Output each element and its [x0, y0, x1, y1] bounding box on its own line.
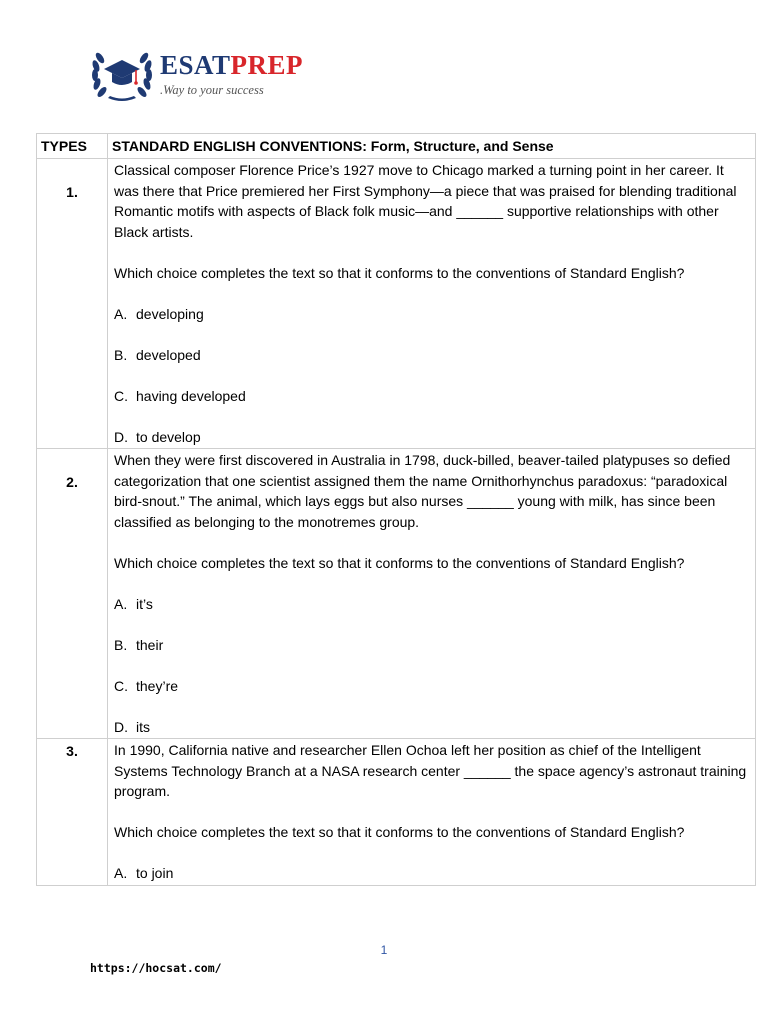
choice-letter: B. — [114, 346, 128, 363]
answer-choice[interactable] — [114, 717, 749, 738]
choice-text: its — [136, 718, 150, 735]
choice-text: their — [136, 636, 164, 653]
question-content — [108, 449, 756, 739]
answer-choices — [114, 594, 749, 738]
choice-letter: C. — [114, 387, 128, 404]
question-content — [108, 739, 756, 886]
answer-choices — [114, 304, 749, 448]
answer-choice[interactable] — [114, 427, 749, 448]
answer-choice[interactable] — [114, 594, 749, 615]
logo — [88, 42, 328, 104]
question-number: 1. — [37, 159, 108, 449]
choice-letter: C. — [114, 677, 128, 694]
question-number: 2. — [37, 449, 108, 739]
header-section-title: STANDARD ENGLISH CONVENTIONS: Form, Structure, and Sense — [108, 134, 756, 159]
choice-text: developing — [136, 305, 204, 322]
brand-tagline: .Way to your success — [160, 83, 264, 97]
table-row — [37, 739, 756, 886]
choice-letter: D. — [114, 718, 128, 735]
question-passage: When they were first discovered in Australia in 1798, duck-billed, beaver-tailed platypuses so defied categorization that one scientist assigned them the name Ornithorhynchus paradoxus: “paradoxical bird-snout.” The animal, which lays eggs but also nurses ______ young with milk, has since been classified as belonging to the monotremes group. — [114, 452, 731, 530]
choice-text: they’re — [136, 677, 179, 694]
question-passage: In 1990, California native and researcher Ellen Ochoa left her position as chief of the Intelligent Systems Technology Branch at a NASA research center ______ the space agency’s astronaut training program. — [114, 742, 747, 799]
brand-name — [160, 50, 303, 80]
question-passage: Classical composer Florence Price’s 1927 move to Chicago marked a turning point in her career. It was there that Price premiered her First Symphony—a piece that was praised for blending traditional Romantic motifs with aspects of Black folk music—and ______ supportive relationships with other Black artists. — [114, 162, 737, 240]
answer-choices — [114, 863, 749, 884]
question-number: 3. — [37, 739, 108, 886]
table-row — [37, 159, 756, 449]
choice-letter: D. — [114, 428, 128, 445]
table-row — [37, 449, 756, 739]
choice-letter: A. — [114, 305, 128, 322]
laurel-wreath-graduation-cap-icon — [88, 42, 156, 104]
choice-letter: A. — [114, 595, 128, 612]
question-prompt: Which choice completes the text so that it conforms to the conventions of Standard English? — [114, 554, 685, 571]
choice-letter: B. — [114, 636, 128, 653]
question-prompt: Which choice completes the text so that it conforms to the conventions of Standard English? — [114, 824, 685, 840]
questions-table — [36, 133, 756, 886]
brand-name-esat: ESAT — [160, 50, 231, 80]
choice-text: having developed — [136, 387, 246, 404]
table-header-row — [37, 134, 756, 159]
choice-text: it’s — [136, 595, 153, 612]
question-content — [108, 159, 756, 449]
choice-letter: A. — [114, 865, 128, 881]
brand-name-prep: PREP — [230, 50, 304, 80]
answer-choice[interactable] — [114, 386, 749, 407]
answer-choice[interactable] — [114, 635, 749, 656]
question-prompt: Which choice completes the text so that it conforms to the conventions of Standard English? — [114, 264, 685, 281]
header-types: TYPES — [37, 134, 108, 159]
answer-choice[interactable] — [114, 676, 749, 697]
choice-text: developed — [136, 346, 201, 363]
choice-text: to develop — [136, 428, 201, 445]
footer-url[interactable]: https://hocsat.com/ — [90, 961, 222, 975]
answer-choice[interactable] — [114, 863, 749, 884]
page-number: 1 — [380, 943, 388, 957]
answer-choice[interactable] — [114, 304, 749, 325]
choice-text: to join — [136, 865, 174, 881]
answer-choice[interactable] — [114, 345, 749, 366]
